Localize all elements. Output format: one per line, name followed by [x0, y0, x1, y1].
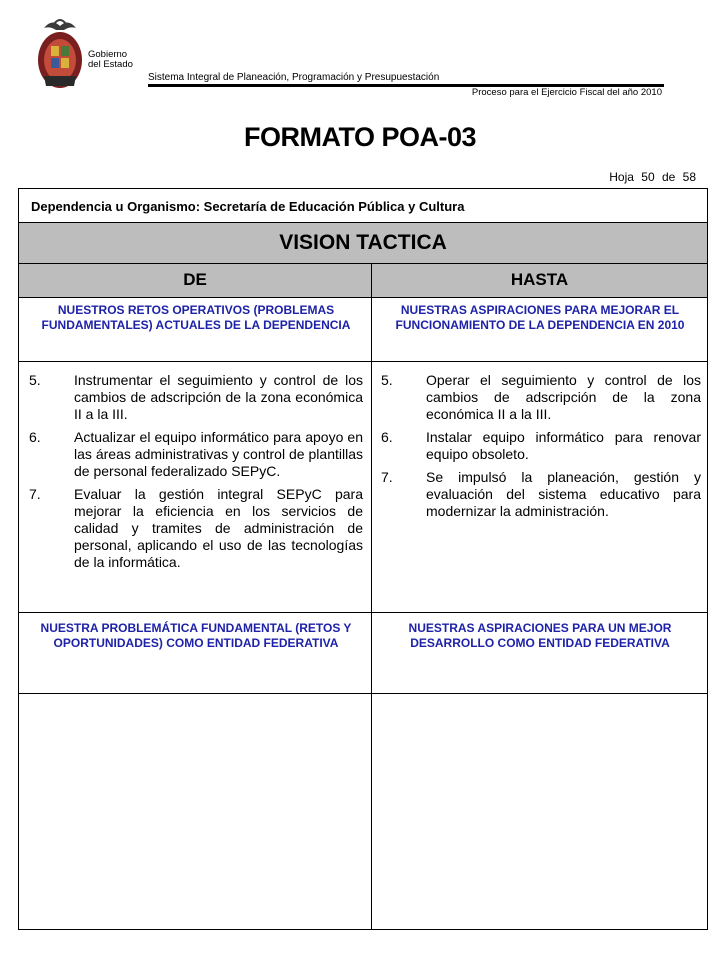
item-text: Actualizar el equipo informático para apoyo en las áreas administrativas y control de plantillas de personal federalizado SEPyC. [74, 429, 363, 479]
list-item [29, 372, 363, 423]
retos-list [29, 372, 363, 577]
item-number: 7. [381, 469, 393, 485]
item-number: 7. [29, 486, 41, 502]
item-number: 5. [381, 372, 393, 388]
item-number: 6. [29, 429, 41, 445]
item-text: Se impulsó la planeación, gestión y evaluación del sistema educativo para modernizar la administración. [426, 469, 701, 519]
section-divider [19, 361, 707, 362]
page-counter: Hoja 50 de 58 [609, 170, 696, 184]
item-number: 5. [29, 372, 41, 388]
page-title: FORMATO POA-03 [243, 122, 477, 152]
vision-heading: VISION TACTICA [19, 223, 707, 264]
retos-operativos-header: NUESTROS RETOS OPERATIVOS (PROBLEMAS FUNDAMENTALES) ACTUALES DE LA DEPENDENCIA [41, 303, 351, 332]
section-divider [19, 612, 707, 613]
item-number: 6. [381, 429, 393, 445]
item-text: Instalar equipo informático para renovar equipo obsoleto. [426, 429, 701, 462]
list-item [381, 469, 701, 520]
column-headers [19, 264, 707, 298]
column-hasta: HASTA [510, 270, 569, 289]
item-text: Instrumentar el seguimiento y control de los cambios de adscripción de la zona económica II a la III. [74, 372, 363, 422]
aspiraciones-list [381, 372, 701, 526]
item-text: Evaluar la gestión integral SEPyC para mejorar la eficiencia en los servicios de calidad y tramites de administración de personal, aplicando el uso de las tecnologías de la informática. [74, 486, 363, 570]
aspiraciones-entidad-header: NUESTRAS ASPIRACIONES PARA UN MEJOR DESARROLLO COMO ENTIDAD FEDERATIVA [408, 621, 672, 650]
dependency-row: Dependencia u Organismo: Secretaría de Educación Pública y Cultura [19, 189, 707, 223]
gobierno-line1: Gobierno [88, 49, 128, 60]
poa-form [18, 188, 708, 930]
list-item [29, 486, 363, 571]
system-name: Sistema Integral de Planeación, Programación y Presupuestación [148, 72, 440, 83]
column-divider [371, 264, 372, 930]
problematica-header: NUESTRA PROBLEMÁTICA FUNDAMENTAL (RETOS Y OPORTUNIDADES) COMO ENTIDAD FEDERATIVA [40, 621, 352, 650]
aspiraciones-dependencia-header: NUESTRAS ASPIRACIONES PARA MEJORAR EL FUNCIONAMIENTO DE LA DEPENDENCIA EN 2010 [395, 303, 685, 332]
item-text: Operar el seguimiento y control de los cambios de adscripción de la zona económica II a la III. [426, 372, 701, 422]
gobierno-label [88, 50, 133, 70]
list-item [381, 429, 701, 463]
gobierno-line2: del Estado [88, 59, 133, 70]
list-item [381, 372, 701, 423]
state-coat-of-arms-icon [34, 16, 86, 96]
fiscal-process-label: Proceso para el Ejercicio Fiscal del año 2010 [471, 87, 662, 98]
list-item [29, 429, 363, 480]
section-divider [19, 693, 707, 694]
column-de: DE [183, 270, 207, 289]
